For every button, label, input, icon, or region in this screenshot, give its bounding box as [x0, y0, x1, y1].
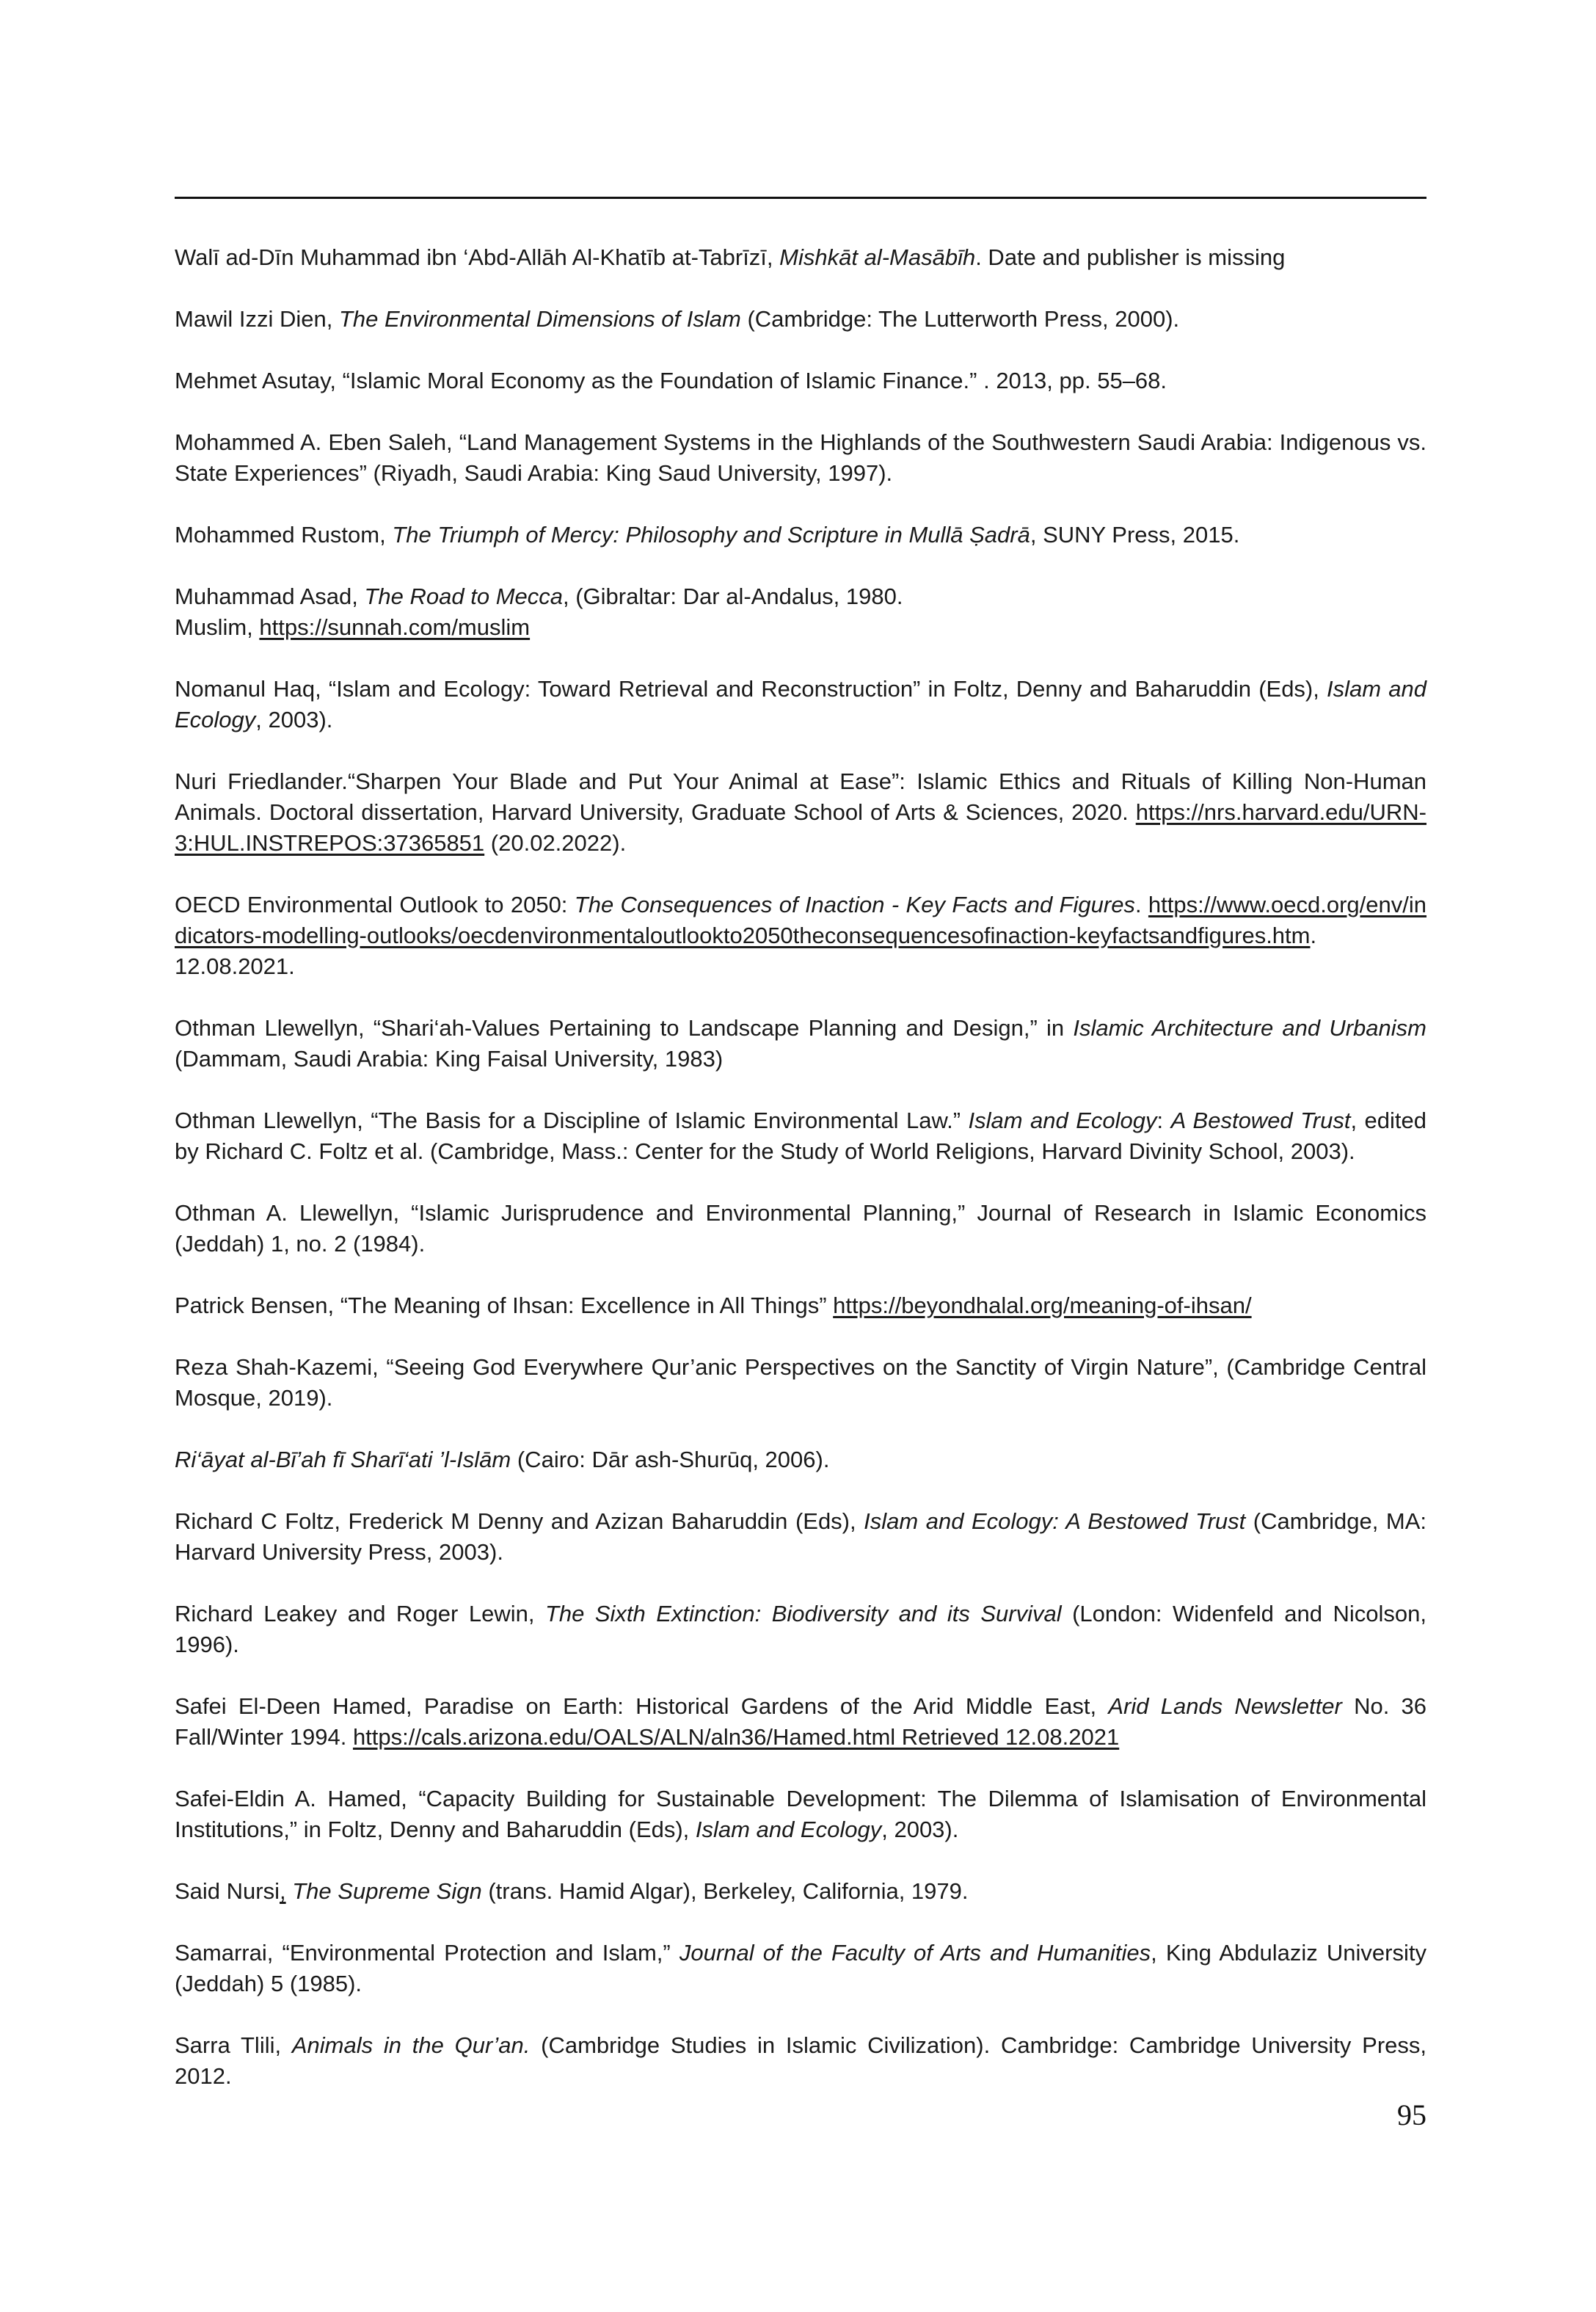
- italic-title: The Triumph of Mercy: Philosophy and Scripture in Mullā Ṣadrā: [392, 522, 1030, 548]
- entry-text: Mohammed Rustom,: [175, 522, 393, 548]
- entry-text: :: [1156, 1108, 1171, 1133]
- italic-title: The Supreme Sign: [292, 1878, 482, 1904]
- bibliography-entry: [175, 366, 1426, 396]
- bibliography-entry: [175, 1938, 1426, 1999]
- bibliography-entry: [175, 1599, 1426, 1660]
- entry-text: Richard C Foltz, Frederick M Denny and Azizan Baharuddin (Eds),: [175, 1508, 864, 1534]
- italic-title: Islamic Architecture and Urbanism: [1073, 1015, 1426, 1041]
- entry-text: (London: Widenfeld and Nicolson, 1996).: [175, 1601, 1426, 1657]
- italic-title: Journal of the Faculty of Arts and Humanities: [679, 1940, 1151, 1966]
- entry-text: Nomanul Haq, “Islam and Ecology: Toward Retrieval and Reconstruction” in Foltz, Denny and Baharuddin (Eds),: [175, 676, 1327, 702]
- entry-line: [175, 581, 1426, 612]
- italic-title: Islam and Ecology: [175, 676, 1426, 733]
- italic-title: Animals in the Qur’an.: [291, 2032, 531, 2058]
- italic-title: Islam and Ecology: A Bestowed Trust: [864, 1508, 1246, 1534]
- entry-text: Safei El-Deen Hamed, Paradise on Earth: Historical Gardens of the Arid Middle East,: [175, 1693, 1109, 1719]
- bibliography-entry: [175, 1784, 1426, 1845]
- bibliography-entry: [175, 1506, 1426, 1568]
- entry-text: Richard Leakey and Roger Lewin,: [175, 1601, 545, 1626]
- page-number: 95: [1397, 2098, 1426, 2131]
- bibliography-entry: [175, 2030, 1426, 2092]
- italic-title: Mishkāt al-Masābīh: [779, 244, 976, 270]
- bibliography-entry: [175, 304, 1426, 335]
- entry-line: [175, 612, 1426, 643]
- bibliography-entry: [175, 520, 1426, 550]
- entry-text: .: [1134, 892, 1148, 917]
- entry-text: , King Abdulaziz University (Jeddah) 5 (1985).: [175, 1940, 1427, 1996]
- italic-title: A Bestowed Trust: [1170, 1108, 1351, 1133]
- italic-title: The Road to Mecca: [364, 584, 563, 609]
- entry-text: , 2003).: [881, 1817, 959, 1842]
- bibliography-entry: [175, 1105, 1426, 1167]
- entry-text: Mohammed A. Eben Saleh, “Land Management Systems in the Highlands of the Southwestern Saudi Arabia: Indigenous vs. State Experiences” (Riyadh, Saudi Arabia: King Saud University, 1997).: [175, 429, 1426, 486]
- bibliography-entry: [175, 1013, 1426, 1075]
- entry-text: Samarrai, “Environmental Protection and Islam,”: [175, 1940, 679, 1966]
- entry-text: Reza Shah-Kazemi, “Seeing God Everywhere Qur’anic Perspectives on the Sanctity of Virgin Nature”, (Cambridge Central Mosque, 2019).: [175, 1354, 1426, 1411]
- entry-text: Nuri Friedlander.“Sharpen Your Blade and Put Your Animal at Ease”: Islamic Ethics and Rituals of Killing Non-Human Animals. Doctoral dissertation, Harvard University, Graduate School of Arts & Sciences, 2020.: [175, 768, 1426, 825]
- entry-text: , 2003).: [255, 707, 333, 733]
- bibliography-entry: [175, 1691, 1426, 1753]
- entry-text: Said Nursi: [175, 1878, 280, 1904]
- bibliography-entry: [175, 1290, 1426, 1321]
- entry-text: (Cambridge: The Lutterworth Press, 2000).: [740, 306, 1180, 332]
- italic-title: The Consequences of Inaction - Key Facts and Figures: [574, 892, 1135, 917]
- reference-link[interactable]: https://sunnah.com/muslim: [259, 614, 531, 640]
- entry-text: Mehmet Asutay, “Islamic Moral Economy as the Foundation of Islamic Finance.” . 2013, pp. 55–68.: [175, 368, 1167, 393]
- footnote-separator-rule: [175, 197, 1426, 199]
- italic-title: Ri‘āyat al-Bī’ah fī Sharī‘ati ’l-Islām: [175, 1447, 511, 1472]
- bibliography-entry: [175, 1198, 1426, 1259]
- bibliography-entry: [175, 242, 1426, 273]
- bibliography-entry: [175, 1876, 1426, 1907]
- bibliography-entry: [175, 1444, 1426, 1475]
- entry-text: No. 36 Fall/Winter 1994.: [175, 1693, 1427, 1750]
- entry-text: Patrick Bensen, “The Meaning of Ihsan: Excellence in All Things”: [175, 1293, 834, 1318]
- reference-link[interactable]: https://www.oecd.org/env/indicators-modelling-outlooks/oecdenvironmentaloutlookto2050theconsequencesofinaction-keyfactsandfigures.htm: [175, 892, 1427, 948]
- entry-text: (Cambridge Studies in Islamic Civilization). Cambridge: Cambridge University Press, 2012.: [175, 2032, 1426, 2089]
- entry-text: Othman Llewellyn, “Shari‘ah-Values Pertaining to Landscape Planning and Design,” in: [175, 1015, 1074, 1041]
- italic-title: Islam and Ecology: [968, 1108, 1157, 1133]
- entry-text: (Cambridge, MA: Harvard University Press, 2003).: [175, 1508, 1426, 1565]
- entry-text: Muslim,: [175, 614, 260, 640]
- bibliography-entry: [175, 1352, 1426, 1414]
- italic-title: Islam and Ecology: [695, 1817, 882, 1842]
- entry-text: OECD Environmental Outlook to 2050:: [175, 892, 575, 917]
- entry-text: . 12.08.2021.: [175, 923, 1317, 979]
- reference-link[interactable]: https://beyondhalal.org/meaning-of-ihsan/: [833, 1293, 1252, 1318]
- bibliography-entry: [175, 427, 1426, 489]
- entry-text: Othman A. Llewellyn, “Islamic Jurisprudence and Environmental Planning,” Journal of Research in Islamic Economics (Jeddah) 1, no. 2 (1984).: [175, 1200, 1426, 1257]
- italic-title: The Sixth Extinction: Biodiversity and its Survival: [544, 1601, 1062, 1626]
- entry-text: Mawil Izzi Dien,: [175, 306, 339, 332]
- bibliography-entry: [175, 581, 1426, 643]
- entry-text: Muhammad Asad,: [175, 584, 365, 609]
- entry-text: (Dammam, Saudi Arabia: King Faisal University, 1983): [175, 1046, 724, 1072]
- entry-text: Safei-Eldin A. Hamed, “Capacity Building for Sustainable Development: The Dilemma of Islamisation of Environmental Institutions,” in Foltz, Denny and Baharuddin (Eds),: [175, 1786, 1426, 1842]
- entry-text: . Date and publisher is missing: [975, 244, 1286, 270]
- entry-text: Sarra Tlili,: [175, 2032, 292, 2058]
- bibliography-entry: [175, 766, 1426, 859]
- entry-text: Walī ad-Dīn Muhammad ibn ‘Abd-Allāh Al-Khatīb at-Tabrīzī,: [175, 244, 780, 270]
- bibliography-entry: [175, 890, 1426, 982]
- bibliography-list: [175, 242, 1426, 2123]
- entry-text: Othman Llewellyn, “The Basis for a Discipline of Islamic Environmental Law.”: [175, 1108, 969, 1133]
- entry-text: (20.02.2022).: [484, 830, 627, 856]
- entry-text: , (Gibraltar: Dar al-Andalus, 1980.: [563, 584, 903, 609]
- italic-title: Arid Lands Newsletter: [1108, 1693, 1342, 1719]
- reference-link[interactable]: https://cals.arizona.edu/OALS/ALN/aln36/Hamed.html Retrieved 12.08.2021: [352, 1724, 1120, 1750]
- entry-text: [286, 1878, 293, 1904]
- entry-text: , edited by Richard C. Foltz et al. (Cambridge, Mass.: Center for the Study of World Religions, Harvard Divinity School, 2003).: [175, 1108, 1426, 1164]
- reference-link[interactable]: ,: [280, 1878, 286, 1904]
- entry-text: (trans. Hamid Algar), Berkeley, California, 1979.: [481, 1878, 969, 1904]
- bibliography-entry: [175, 674, 1426, 735]
- reference-link[interactable]: https://nrs.harvard.edu/URN-3:HUL.INSTREPOS:37365851: [175, 799, 1426, 856]
- entry-text: , SUNY Press, 2015.: [1030, 522, 1240, 548]
- entry-text: (Cairo: Dār ash-Shurūq, 2006).: [511, 1447, 830, 1472]
- italic-title: The Environmental Dimensions of Islam: [338, 306, 741, 332]
